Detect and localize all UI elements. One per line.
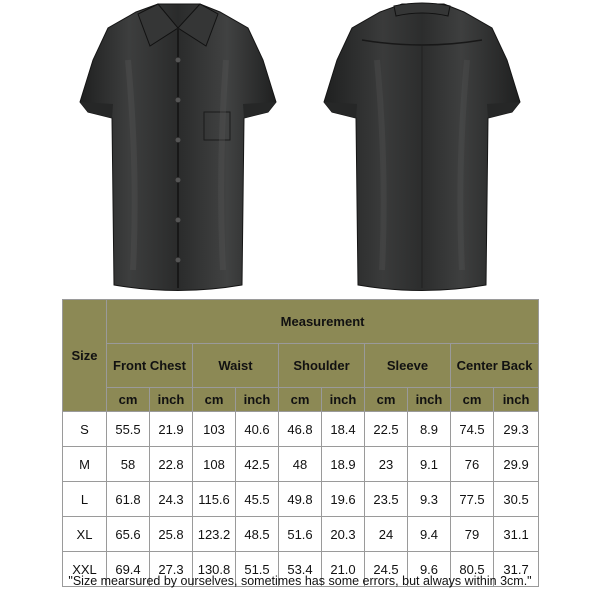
- header-row-units: [63, 388, 539, 412]
- waist-header: Waist: [193, 344, 279, 388]
- measurement-cell: 9.4: [408, 517, 451, 552]
- measurement-cell: 31.7: [494, 552, 539, 587]
- shirt-front-image: [58, 0, 298, 296]
- measurement-cell: 25.8: [150, 517, 193, 552]
- size-cell: M: [63, 447, 107, 482]
- measurement-cell: 51.6: [279, 517, 322, 552]
- measurement-cell: 53.4: [279, 552, 322, 587]
- measurement-cell: 20.3: [322, 517, 365, 552]
- measurement-cell: 49.8: [279, 482, 322, 517]
- measurement-cell: 9.1: [408, 447, 451, 482]
- measurement-cell: 130.8: [193, 552, 236, 587]
- measurement-cell: 23.5: [365, 482, 408, 517]
- measurement-cell: 9.3: [408, 482, 451, 517]
- measurement-cell: 123.2: [193, 517, 236, 552]
- size-cell: S: [63, 412, 107, 447]
- front-chest-header: Front Chest: [107, 344, 193, 388]
- measurement-cell: 22.8: [150, 447, 193, 482]
- unit-cm: cm: [279, 388, 322, 412]
- measurement-cell: 24: [365, 517, 408, 552]
- table-row: [63, 447, 539, 482]
- measurement-cell: 40.6: [236, 412, 279, 447]
- sleeve-header: Sleeve: [365, 344, 451, 388]
- measurement-cell: 9.6: [408, 552, 451, 587]
- measurement-cell: 79: [451, 517, 494, 552]
- table-row: [63, 517, 539, 552]
- measurement-cell: 24.5: [365, 552, 408, 587]
- unit-cm: cm: [365, 388, 408, 412]
- measurement-cell: 58: [107, 447, 150, 482]
- measurement-cell: 30.5: [494, 482, 539, 517]
- size-chart-table: [62, 299, 539, 587]
- measurement-cell: 18.9: [322, 447, 365, 482]
- measurement-cell: 45.5: [236, 482, 279, 517]
- measurement-cell: 69.4: [107, 552, 150, 587]
- table-row: [63, 482, 539, 517]
- measurement-cell: 31.1: [494, 517, 539, 552]
- unit-inch: inch: [236, 388, 279, 412]
- measurement-cell: 115.6: [193, 482, 236, 517]
- measurement-header: Measurement: [107, 300, 539, 344]
- unit-inch: inch: [494, 388, 539, 412]
- table-row: [63, 412, 539, 447]
- measurement-cell: 51.5: [236, 552, 279, 587]
- shirt-back-image: [302, 0, 542, 296]
- measurement-cell: 8.9: [408, 412, 451, 447]
- measurement-cell: 48: [279, 447, 322, 482]
- measurement-cell: 61.8: [107, 482, 150, 517]
- size-cell: L: [63, 482, 107, 517]
- measurement-cell: 77.5: [451, 482, 494, 517]
- measurement-cell: 21.9: [150, 412, 193, 447]
- measurement-cell: 23: [365, 447, 408, 482]
- measurement-cell: 76: [451, 447, 494, 482]
- measurement-cell: 24.3: [150, 482, 193, 517]
- measurement-cell: 21.0: [322, 552, 365, 587]
- measurement-cell: 46.8: [279, 412, 322, 447]
- shoulder-header: Shoulder: [279, 344, 365, 388]
- size-disclaimer-note: "Size mearsured by ourselves, sometimes has some errors, but always within 3cm.": [68, 574, 532, 588]
- measurement-cell: 108: [193, 447, 236, 482]
- unit-cm: cm: [193, 388, 236, 412]
- measurement-cell: 42.5: [236, 447, 279, 482]
- measurement-cell: 55.5: [107, 412, 150, 447]
- size-cell: XXL: [63, 552, 107, 587]
- measurement-cell: 27.3: [150, 552, 193, 587]
- measurement-cell: 103: [193, 412, 236, 447]
- unit-inch: inch: [322, 388, 365, 412]
- header-row-measurement: [63, 300, 539, 344]
- measurement-cell: 29.9: [494, 447, 539, 482]
- measurement-cell: 18.4: [322, 412, 365, 447]
- measurement-cell: 65.6: [107, 517, 150, 552]
- size-rows: [63, 412, 539, 587]
- measurement-cell: 22.5: [365, 412, 408, 447]
- measurement-cell: 80.5: [451, 552, 494, 587]
- measurement-cell: 19.6: [322, 482, 365, 517]
- header-row-columns: [63, 344, 539, 388]
- unit-cm: cm: [451, 388, 494, 412]
- measurement-cell: 74.5: [451, 412, 494, 447]
- measurement-cell: 29.3: [494, 412, 539, 447]
- size-header: Size: [63, 300, 107, 412]
- unit-inch: inch: [150, 388, 193, 412]
- center-back-header: Center Back: [451, 344, 539, 388]
- size-cell: XL: [63, 517, 107, 552]
- unit-cm: cm: [107, 388, 150, 412]
- unit-inch: inch: [408, 388, 451, 412]
- measurement-cell: 48.5: [236, 517, 279, 552]
